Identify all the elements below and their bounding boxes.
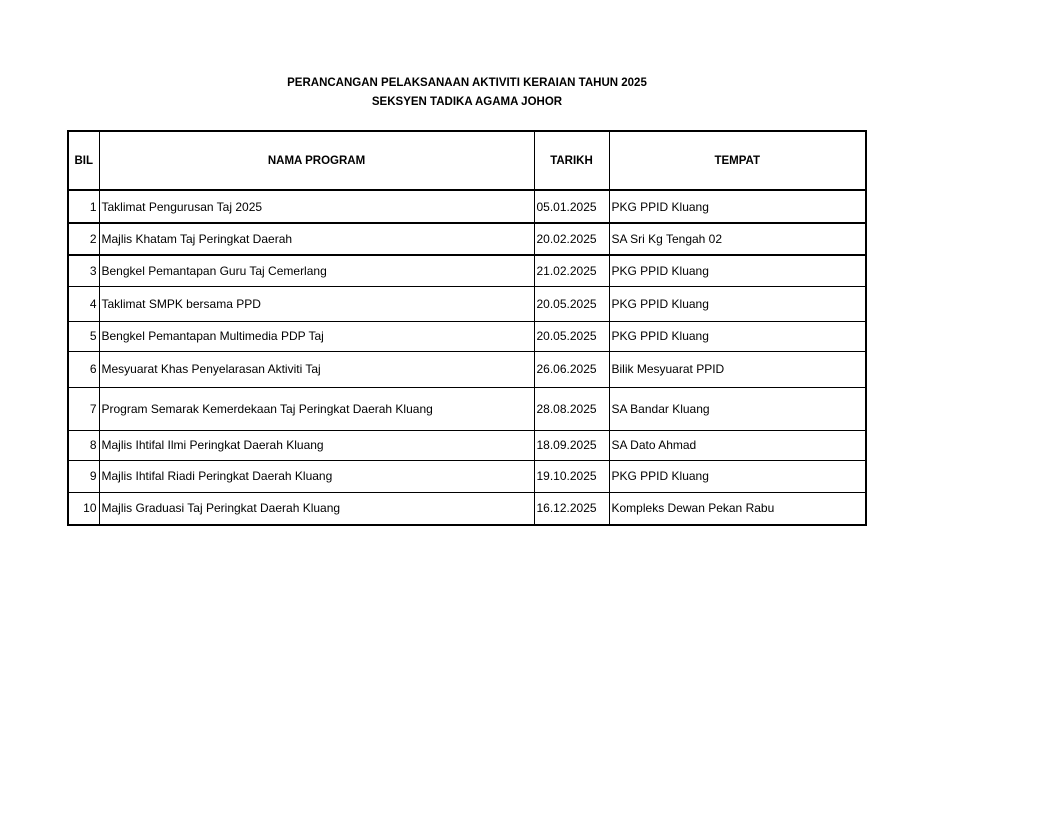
header-program: NAMA PROGRAM: [99, 131, 534, 190]
cell-place: SA Dato Ahmad: [609, 430, 866, 460]
cell-date: 26.06.2025: [534, 351, 609, 387]
table-row: [68, 255, 866, 286]
cell-program: Taklimat SMPK bersama PPD: [99, 286, 534, 321]
cell-place: PKG PPID Kluang: [609, 286, 866, 321]
cell-date: 20.05.2025: [534, 286, 609, 321]
table-row: [68, 460, 866, 492]
cell-date: 28.08.2025: [534, 387, 609, 430]
cell-bil: 8: [68, 430, 99, 460]
table-row: [68, 430, 866, 460]
cell-place: PKG PPID Kluang: [609, 460, 866, 492]
cell-program: Mesyuarat Khas Penyelarasan Aktiviti Taj: [99, 351, 534, 387]
title-line-1: PERANCANGAN PELAKSANAAN AKTIVITI KERAIAN TAHUN 2025: [287, 77, 647, 89]
cell-program: Majlis Graduasi Taj Peringkat Daerah Kluang: [99, 492, 534, 525]
table-row: [68, 387, 866, 430]
header-date: TARIKH: [534, 131, 609, 190]
title-line-2: SEKSYEN TADIKA AGAMA JOHOR: [371, 96, 563, 108]
table-row: [68, 321, 866, 351]
cell-date: 20.02.2025: [534, 223, 609, 255]
cell-place: Kompleks Dewan Pekan Rabu: [609, 492, 866, 525]
table-row: [68, 492, 866, 525]
cell-place: PKG PPID Kluang: [609, 255, 866, 286]
cell-bil: 6: [68, 351, 99, 387]
table-row: [68, 286, 866, 321]
cell-date: 19.10.2025: [534, 460, 609, 492]
cell-date: 16.12.2025: [534, 492, 609, 525]
cell-program: Bengkel Pemantapan Multimedia PDP Taj: [99, 321, 534, 351]
cell-date: 21.02.2025: [534, 255, 609, 286]
cell-program: Bengkel Pemantapan Guru Taj Cemerlang: [99, 255, 534, 286]
cell-place: Bilik Mesyuarat PPID: [609, 351, 866, 387]
cell-program: Majlis Khatam Taj Peringkat Daerah: [99, 223, 534, 255]
cell-place: PKG PPID Kluang: [609, 190, 866, 223]
table-row: [68, 190, 866, 223]
activity-schedule-table: [67, 130, 867, 526]
cell-bil: 1: [68, 190, 99, 223]
cell-program: Taklimat Pengurusan Taj 2025: [99, 190, 534, 223]
cell-bil: 4: [68, 286, 99, 321]
cell-program: Program Semarak Kemerdekaan Taj Peringkat Daerah Kluang: [99, 387, 534, 430]
header-bil: BIL: [68, 131, 99, 190]
cell-date: 18.09.2025: [534, 430, 609, 460]
cell-program: Majlis Ihtifal Ilmi Peringkat Daerah Kluang: [99, 430, 534, 460]
cell-place: SA Bandar Kluang: [609, 387, 866, 430]
cell-bil: 9: [68, 460, 99, 492]
cell-bil: 2: [68, 223, 99, 255]
table-row: [68, 223, 866, 255]
cell-date: 05.01.2025: [534, 190, 609, 223]
cell-place: SA Sri Kg Tengah 02: [609, 223, 866, 255]
header-place: TEMPAT: [609, 131, 866, 190]
table-header-row: [68, 131, 866, 190]
table-row: [68, 351, 866, 387]
cell-bil: 10: [68, 492, 99, 525]
document-title: [0, 74, 934, 112]
cell-bil: 7: [68, 387, 99, 430]
cell-bil: 5: [68, 321, 99, 351]
cell-program: Majlis Ihtifal Riadi Peringkat Daerah Kluang: [99, 460, 534, 492]
cell-date: 20.05.2025: [534, 321, 609, 351]
cell-place: PKG PPID Kluang: [609, 321, 866, 351]
cell-bil: 3: [68, 255, 99, 286]
